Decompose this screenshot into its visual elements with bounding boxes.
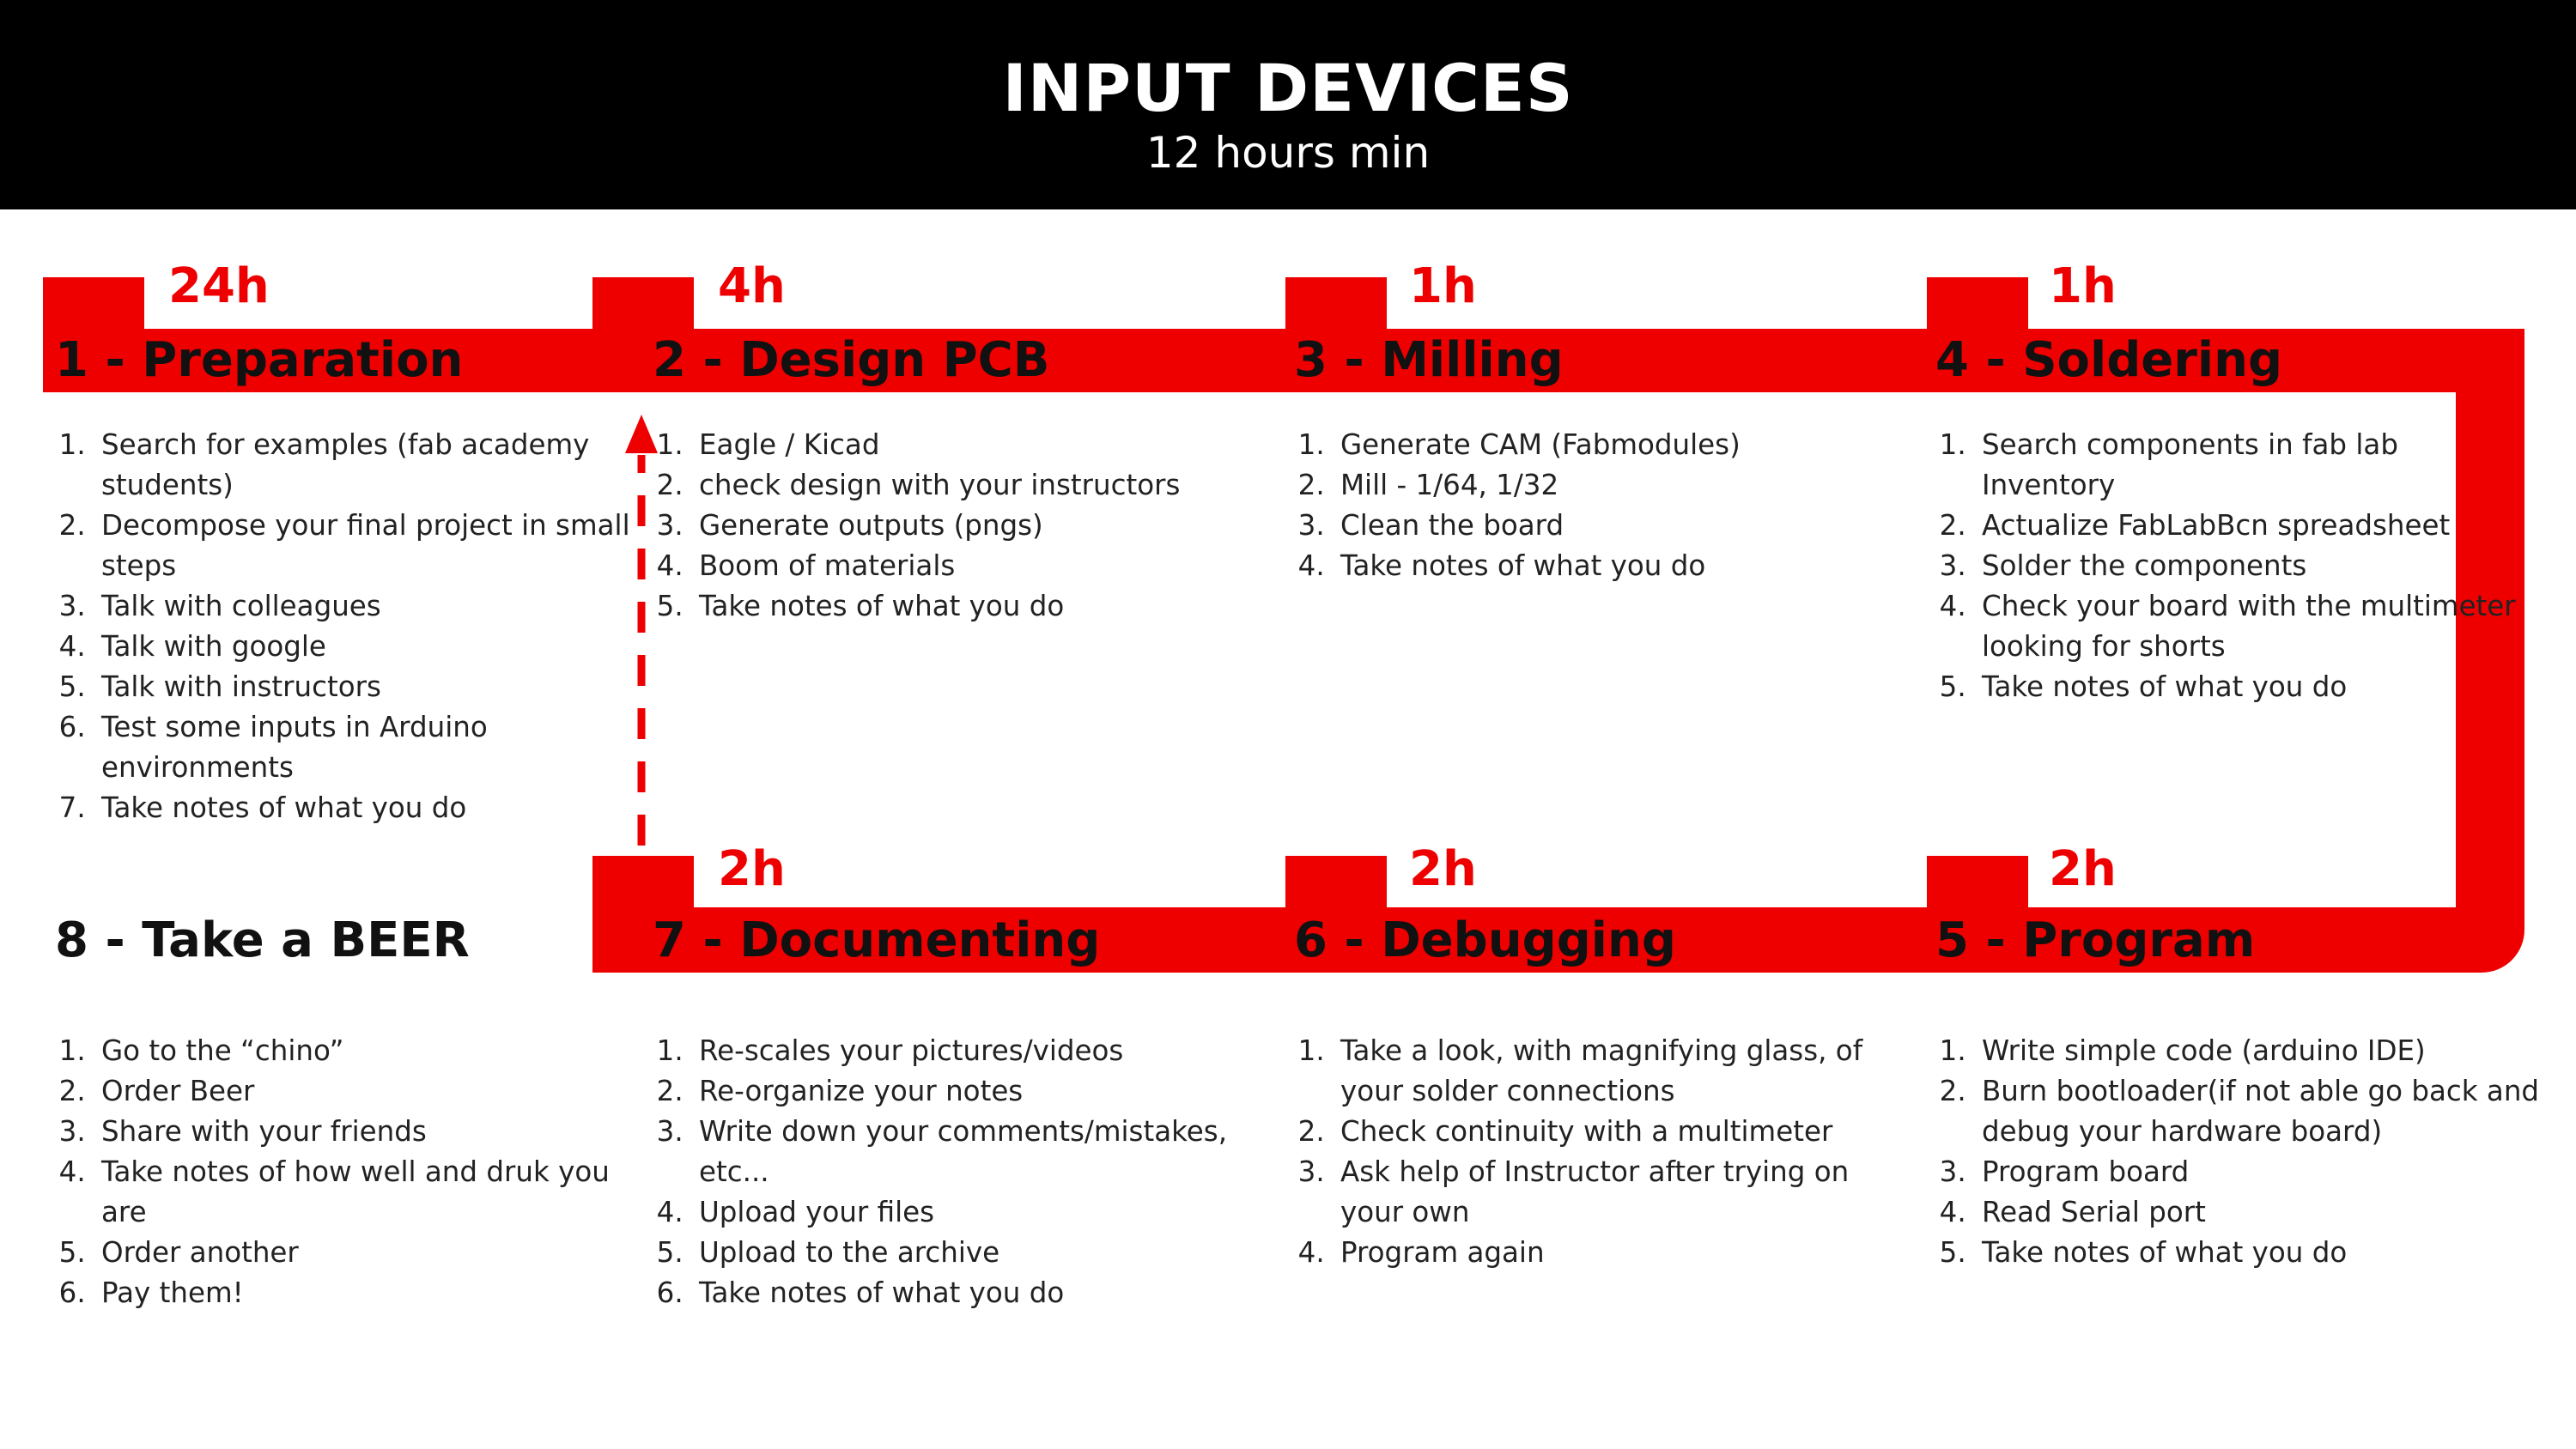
stage-3-list (1287, 425, 1926, 586)
list-item: 4. Check your board with the multimeter looking for shorts (1975, 586, 2516, 667)
stage-1-list (48, 425, 635, 828)
stage-4-title: 4 - Soldering (1935, 332, 2283, 388)
stage-1-title: 1 - Preparation (55, 332, 464, 388)
list-item: 5. Upload to the archive (692, 1233, 1242, 1273)
stage-2-hours: 4h (718, 258, 786, 314)
stage-3-title: 3 - Milling (1294, 332, 1564, 388)
list-item: 4. Take notes of how well and druk you are (94, 1152, 635, 1233)
stage-6-list (1287, 1031, 1917, 1273)
list-item: 3. Solder the components (1975, 546, 2516, 586)
stage-5-title: 5 - Program (1935, 912, 2256, 968)
list-item: 1. Generate CAM (Fabmodules) (1334, 425, 1926, 465)
stage-4-list (1929, 425, 2516, 707)
list-item: 6. Take notes of what you do (692, 1273, 1242, 1313)
stage-tab-7 (592, 856, 694, 909)
stage-8-title: 8 - Take a BEER (55, 912, 470, 968)
list-item: 1. Eagle / Kicad (692, 425, 1224, 465)
list-item: 2. Re-organize your notes (692, 1071, 1242, 1112)
stage-5-hours: 2h (2049, 841, 2117, 897)
list-item: 2. Check continuity with a multimeter (1334, 1112, 1917, 1152)
list-item: 2. Burn bootloader(if not able go back and debug your hardware board) (1975, 1071, 2542, 1152)
list-item: 1. Write simple code (arduino IDE) (1975, 1031, 2542, 1071)
list-item: 4. Program again (1334, 1233, 1917, 1273)
stage-7-list (646, 1031, 1242, 1313)
list-item: 2. check design with your instructors (692, 465, 1224, 506)
list-item: 3. Clean the board (1334, 506, 1926, 546)
stage-2-list (646, 425, 1224, 627)
list-item: 2. Decompose your final project in small steps (94, 506, 635, 586)
list-item: 3. Write down your comments/mistakes, etc... (692, 1112, 1242, 1192)
stage-8-list (48, 1031, 635, 1313)
stage-6-hours: 2h (1409, 841, 1477, 897)
list-item: 2. Mill - 1/64, 1/32 (1334, 465, 1926, 506)
list-item: 6. Pay them! (94, 1273, 635, 1313)
list-item: 2. Order Beer (94, 1071, 635, 1112)
stage-tab-3 (1285, 277, 1387, 330)
list-item: 4. Upload your files (692, 1192, 1242, 1233)
list-item: 7. Take notes of what you do (94, 788, 635, 828)
list-item: 6. Test some inputs in Arduino environments (94, 707, 635, 788)
stage-4-hours: 1h (2049, 258, 2117, 314)
list-item: 1. Go to the “chino” (94, 1031, 635, 1071)
list-item: 4. Boom of materials (692, 546, 1224, 586)
stage-3-hours: 1h (1409, 258, 1477, 314)
stage-tab-6 (1285, 856, 1387, 909)
list-item: 3. Share with your friends (94, 1112, 635, 1152)
list-item: 5. Order another (94, 1233, 635, 1273)
list-item: 1. Search components in fab lab Inventory (1975, 425, 2516, 506)
list-item: 4. Take notes of what you do (1334, 546, 1926, 586)
stage-2-title: 2 - Design PCB (653, 332, 1050, 388)
stage-5-list (1929, 1031, 2542, 1273)
list-item: 4. Read Serial port (1975, 1192, 2542, 1233)
list-item: 3. Generate outputs (pngs) (692, 506, 1224, 546)
stage-7-hours: 2h (718, 841, 786, 897)
list-item: 5. Take notes of what you do (1975, 1233, 2542, 1273)
list-item: 1. Search for examples (fab academy students) (94, 425, 635, 506)
list-item: 1. Re-scales your pictures/videos (692, 1031, 1242, 1071)
list-item: 5. Talk with instructors (94, 667, 635, 707)
stage-6-title: 6 - Debugging (1294, 912, 1676, 968)
stage-7-title: 7 - Documenting (653, 912, 1101, 968)
list-item: 4. Talk with google (94, 627, 635, 667)
list-item: 2. Actualize FabLabBcn spreadsheet (1975, 506, 2516, 546)
stage-tab-4 (1927, 277, 2028, 330)
diagram-title: INPUT DEVICES (1002, 50, 1574, 126)
stage-1-hours: 24h (168, 258, 270, 314)
stage-tab-1 (43, 277, 144, 330)
list-item: 1. Take a look, with magnifying glass, of your solder connections (1334, 1031, 1917, 1112)
list-item: 5. Take notes of what you do (692, 586, 1224, 627)
list-item: 5. Take notes of what you do (1975, 667, 2516, 707)
diagram-subtitle: 12 hours min (1145, 128, 1431, 178)
stage-tab-5 (1927, 856, 2028, 909)
list-item: 3. Ask help of Instructor after trying on your own (1334, 1152, 1917, 1233)
stage-tab-2 (592, 277, 694, 330)
list-item: 3. Program board (1975, 1152, 2542, 1192)
list-item: 3. Talk with colleagues (94, 586, 635, 627)
